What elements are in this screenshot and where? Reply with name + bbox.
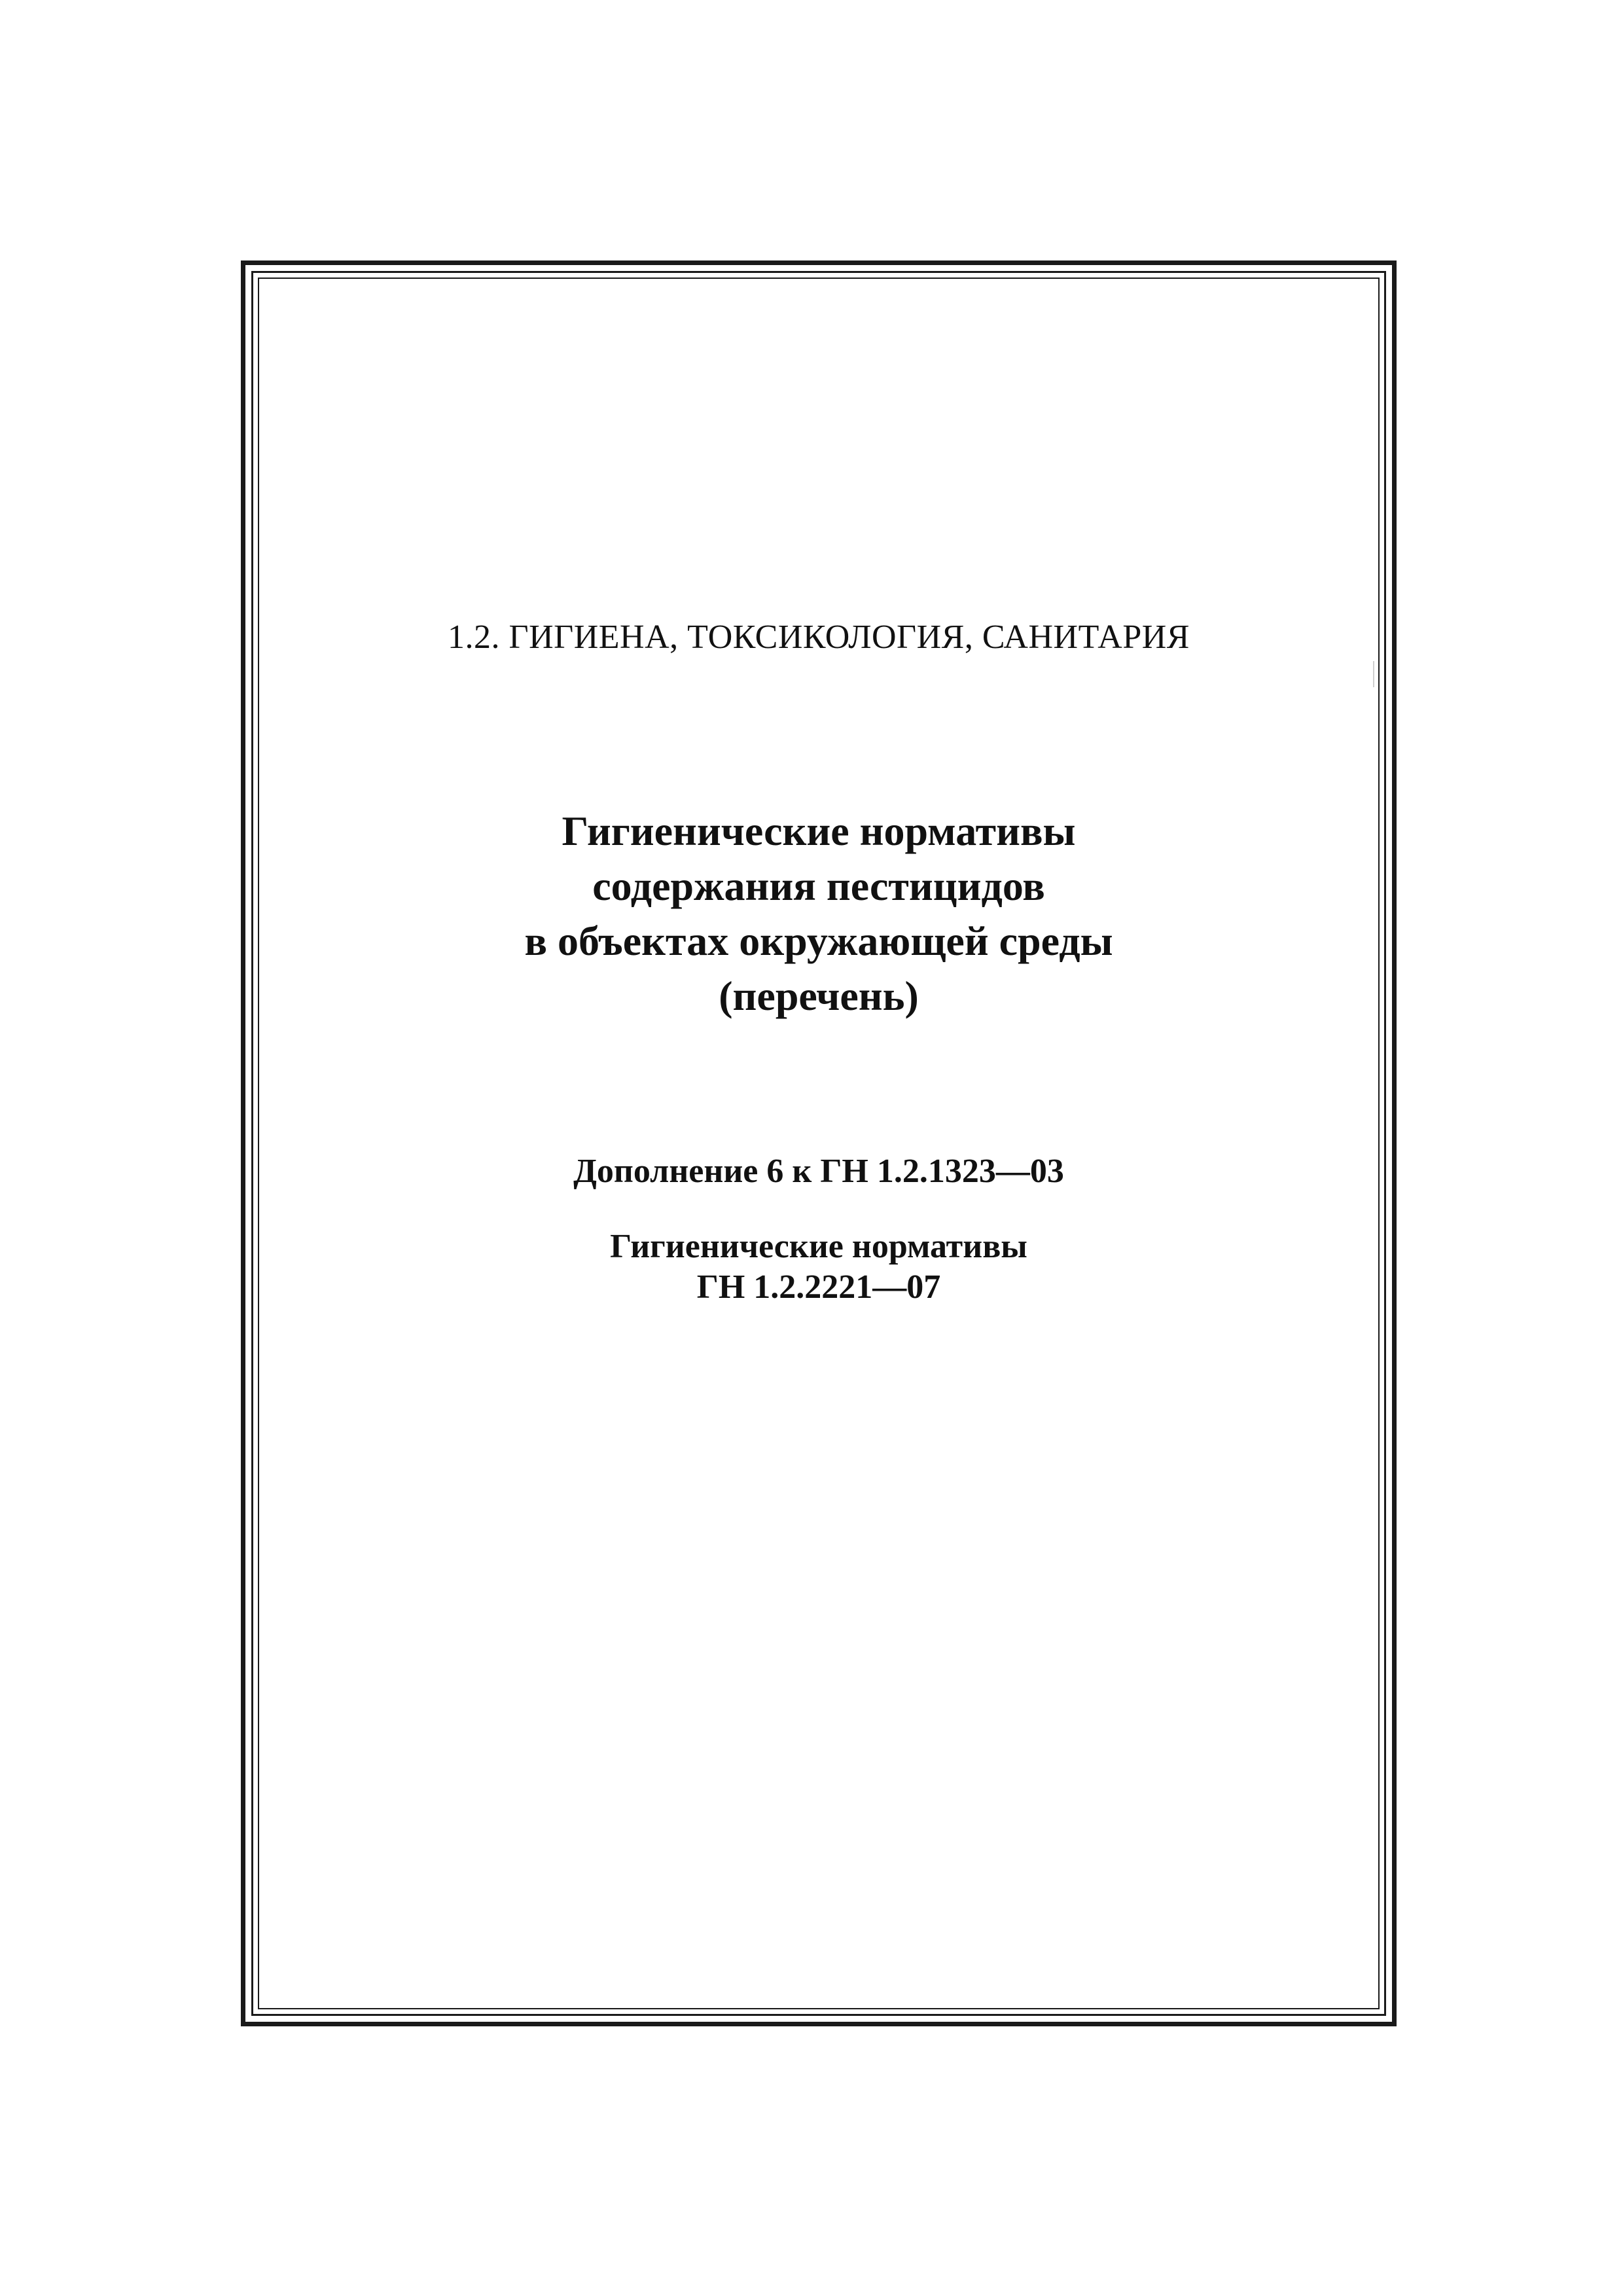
norms-line-1: Гигиенические нормативы (610, 1228, 1027, 1265)
title-line-2: содержания пестицидов (592, 863, 1045, 909)
title-line-1: Гигиенические нормативы (562, 808, 1076, 854)
document-title (258, 804, 1380, 1024)
supplement-reference: Дополнение 6 к ГН 1.2.1323—03 (573, 1153, 1064, 1190)
title-line-3: в объектах окружающей среды (524, 918, 1113, 964)
norms-line-2: ГН 1.2.2221—07 (696, 1268, 941, 1306)
title-line-4: (перечень) (719, 973, 919, 1019)
series-heading: 1.2. ГИГИЕНА, ТОКСИКОЛОГИЯ, САНИТАРИЯ (448, 619, 1190, 656)
frame-inner-border (258, 278, 1380, 2009)
norms-designation (258, 1227, 1380, 1308)
scan-mark (1373, 661, 1374, 687)
